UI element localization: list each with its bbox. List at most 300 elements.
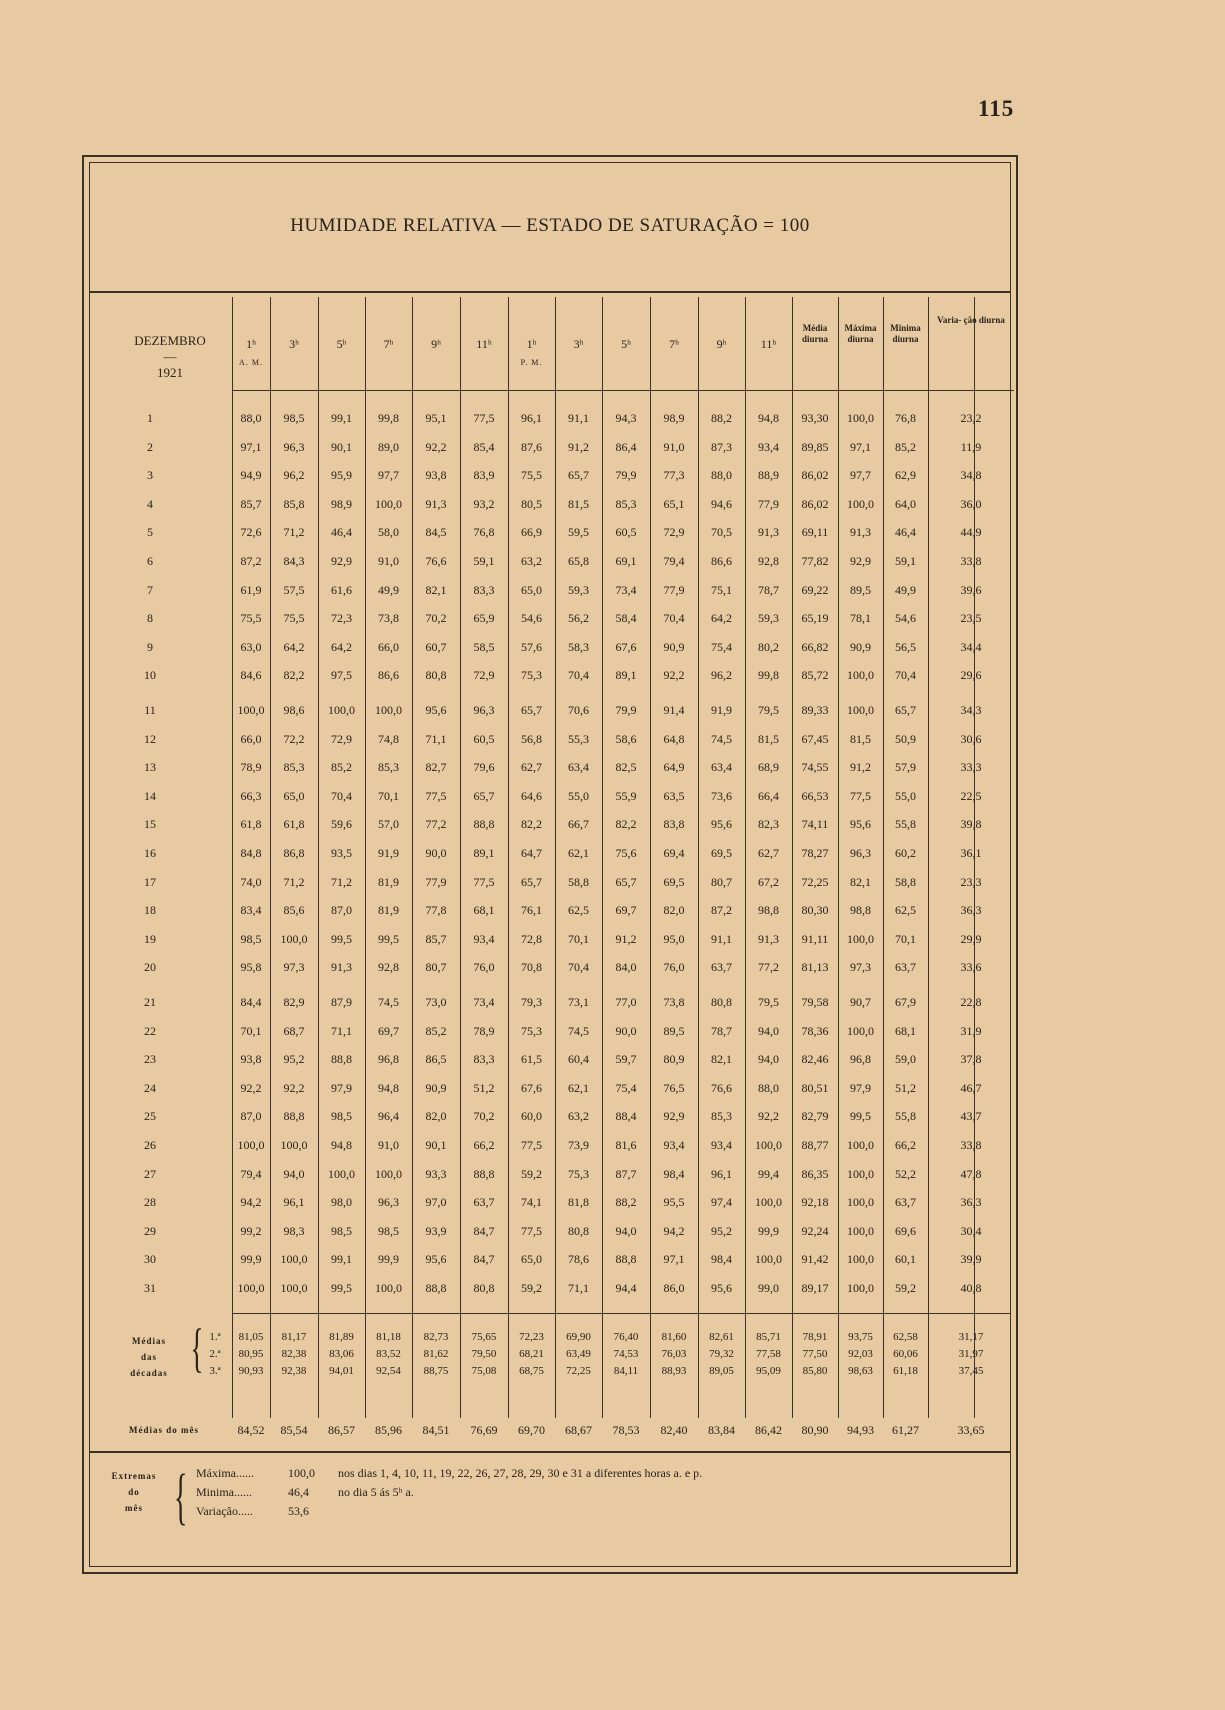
table-cell: 93,4 [758,439,779,454]
table-cell: 86,35 [801,1166,829,1181]
decade-cell: 81,05 [238,1331,264,1343]
decade-cell: 85,71 [756,1331,781,1343]
table-cell: 85,6 [283,903,305,918]
table-cell: 70,5 [711,525,732,540]
table-cell: 100,0 [847,668,874,683]
table-cell: 82,1 [850,874,871,889]
table-cell: 92,9 [663,1109,685,1124]
decade-cell: 90,93 [238,1365,264,1377]
day-number: 10 [144,668,156,683]
table-cell: 39,6 [960,582,982,597]
table-cell: 95,2 [283,1052,305,1067]
table-cell: 66,3 [240,788,262,803]
table-cell: 84,8 [240,846,262,860]
table-cell: 99,2 [240,1223,262,1238]
table-cell: 88,9 [758,468,779,483]
table-cell: 84,5 [425,525,447,540]
header-media-diurna: Média diurna [801,323,828,344]
table-cell: 100,0 [280,1138,308,1152]
table-cell: 77,9 [663,582,685,597]
table-cell: 74,0 [240,874,262,889]
decade-cell: 84,11 [613,1365,639,1377]
table-row [90,870,1010,896]
table-cell: 95,2 [711,1223,732,1238]
table-cell: 100,0 [237,1281,265,1295]
table-cell: 98,4 [711,1252,732,1267]
table-cell: 80,5 [521,496,542,511]
decade-cell: 85,80 [802,1365,828,1377]
table-cell: 80,2 [758,639,779,654]
table-cell: 63,7 [473,1195,495,1210]
table-cell: 75,6 [615,846,637,860]
table-cell: 93,5 [331,846,352,860]
day-number: 16 [144,846,156,860]
table-cell: 65,7 [615,874,637,889]
table-cell: 82,2 [615,817,637,832]
decade-ordinal: 2.ª [209,1348,221,1360]
table-cell: 77,5 [850,788,871,803]
table-cell: 77,5 [521,1223,542,1238]
table-cell: 74,11 [801,817,829,832]
table-cell: 98,0 [331,1195,352,1210]
month-mean-cell: 78,53 [612,1423,640,1437]
table-cell: 73,4 [473,995,495,1009]
decade-cell: 82,61 [709,1331,734,1343]
extremes-label [104,1468,164,1516]
table-cell: 83,9 [473,468,495,483]
month-mean-cell: 61,27 [892,1423,919,1437]
table-cell: 87,3 [711,439,732,454]
table-cell: 99,9 [240,1252,262,1267]
table-cell: 67,45 [801,731,829,746]
decade-cell: 81,62 [423,1348,449,1360]
table-cell: 91,0 [663,439,685,454]
table-cell: 70,4 [663,611,685,626]
table-cell: 77,5 [473,411,495,425]
table-cell: 97,1 [850,439,871,454]
table-cell: 93,4 [473,931,495,946]
table-cell: 57,6 [521,639,542,654]
table-cell: 65,7 [895,703,916,717]
table-cell: 76,0 [663,960,685,975]
day-number: 28 [144,1195,156,1210]
day-number: 30 [144,1252,156,1267]
table-cell: 64,2 [711,611,732,626]
table-cell: 36,1 [960,846,982,860]
table-cell: 59,3 [758,611,779,626]
table-cell: 70,1 [378,788,399,803]
extremes-label-line: do [128,1487,140,1497]
table-cell: 66,7 [568,817,589,832]
extreme-var [196,1504,338,1519]
table-cell: 70,1 [895,931,916,946]
table-cell: 87,0 [331,903,352,918]
table-cell: 82,3 [758,817,779,832]
table-cell: 33,6 [960,960,982,975]
table-cell: 51,2 [895,1080,916,1095]
table-cell: 91,9 [378,846,399,860]
decade-cell: 92,03 [848,1348,873,1360]
table-cell: 93,3 [425,1166,447,1181]
table-cell: 93,9 [425,1223,447,1238]
decade-cell: 88,93 [661,1365,687,1377]
table-cell: 66,0 [240,731,262,746]
table-cell: 91,2 [568,439,589,454]
header-hour-label: 11ʰ [760,337,777,351]
table-cell: 77,0 [615,995,637,1009]
table-cell: 89,17 [801,1281,829,1295]
table-cell: 92,9 [331,554,352,568]
extremes-label-line: mês [125,1503,143,1513]
table-cell: 84,3 [283,554,305,568]
table-cell: 81,9 [378,874,399,889]
table-cell: 88,8 [473,817,495,832]
table-cell: 63,2 [521,554,542,568]
table-cell: 92,24 [801,1223,829,1238]
table-cell: 69,5 [711,846,732,860]
table-cell: 81,13 [801,960,829,975]
table-cell: 98,3 [283,1223,305,1238]
table-cell: 74,5 [711,731,732,746]
table-cell: 62,1 [568,1080,589,1095]
table-cell: 100,0 [755,1138,782,1152]
table-cell: 97,3 [850,960,871,975]
table-cell: 79,58 [801,995,829,1009]
table-cell: 70,4 [895,668,916,683]
table-cell: 40,8 [960,1281,982,1295]
day-number: 18 [144,903,156,918]
table-cell: 100,0 [847,1138,874,1152]
table-cell: 43,7 [960,1109,982,1124]
table-cell: 34,8 [960,468,982,483]
table-cell: 89,1 [473,846,495,860]
table-cell: 77,2 [425,817,447,832]
table-cell: 60,5 [473,731,495,746]
table-cell: 69,5 [663,874,685,889]
decade-cell: 81,18 [376,1331,401,1343]
table-cell: 82,2 [521,817,542,832]
table-cell: 71,2 [331,874,352,889]
table-cell: 97,7 [378,468,399,483]
day-number: 11 [144,703,156,717]
table-cell: 60,4 [568,1052,589,1067]
decade-cell: 81,60 [661,1331,687,1343]
table-cell: 88,8 [331,1052,352,1067]
table-cell: 36,3 [960,1195,982,1210]
table-cell: 64,7 [521,846,542,860]
table-cell: 63,2 [568,1109,589,1124]
table-cell: 60,2 [895,846,916,860]
decade-cell: 80,95 [238,1348,264,1360]
table-row [90,955,1010,981]
header-hour [365,337,412,352]
table-cell: 64,6 [521,788,542,803]
table-cell: 33,3 [960,760,982,775]
table-cell: 81,5 [568,496,589,511]
table-cell: 97,4 [711,1195,732,1210]
table-cell: 89,5 [663,1023,685,1038]
table-cell: 98,5 [331,1109,352,1124]
page-number: 115 [978,96,1015,121]
table-cell: 79,4 [663,554,685,568]
table-cell: 59,1 [473,554,495,568]
table-row [90,1276,1010,1302]
day-number: 7 [147,582,153,597]
decade-cell: 74,53 [613,1348,639,1360]
table-cell: 99,5 [850,1109,871,1124]
table-row [90,1190,1010,1216]
table-cell: 60,0 [521,1109,542,1124]
table-cell: 95,6 [711,817,732,832]
table-cell: 97,5 [331,668,352,683]
table-cell: 94,0 [758,1023,779,1038]
table-cell: 52,2 [895,1166,916,1181]
table-cell: 94,2 [663,1223,685,1238]
table-row [90,1247,1010,1273]
table-cell: 77,9 [758,496,779,511]
decades-brace: { [190,1318,204,1378]
decade-cell: 82,73 [423,1331,449,1343]
table-cell: 58,5 [473,639,495,654]
table-cell: 77,8 [425,903,447,918]
table-cell: 84,7 [473,1252,495,1267]
table-cell: 79,9 [615,703,637,717]
table-cell: 70,1 [240,1023,262,1038]
table-cell: 80,30 [801,903,829,918]
table-cell: 75,3 [521,1023,542,1038]
table-cell: 63,7 [895,960,916,975]
table-cell: 22,5 [960,788,982,803]
table-cell: 66,53 [801,788,829,803]
table-row [90,549,1010,575]
table-cell: 100,0 [755,1195,782,1210]
table-cell: 99,9 [758,1223,779,1238]
decade-cell: 68,21 [519,1348,544,1360]
table-cell: 86,02 [801,496,829,511]
table-cell: 79,5 [758,995,779,1009]
header-month: DEZEMBRO [134,333,206,348]
table-cell: 99,4 [758,1166,779,1181]
table-cell: 77,3 [663,468,685,483]
table-cell: 66,2 [895,1138,916,1152]
table-cell: 59,5 [568,525,589,540]
table-cell: 55,0 [568,788,589,803]
table-cell: 89,85 [801,439,829,454]
table-cell: 91,3 [850,525,871,540]
decade-cell: 92,54 [376,1365,401,1377]
table-cell: 100,0 [847,1166,874,1181]
header-hour-label: 3ʰ [573,337,584,351]
header-hour [232,337,270,367]
table-cell: 88,0 [240,411,262,425]
decade-cell: 79,32 [709,1348,734,1360]
table-cell: 94,4 [615,1281,637,1295]
decade-row [90,1360,1010,1386]
day-number: 2 [147,439,153,454]
table-cell: 92,2 [663,668,685,683]
header-hour-label: 11ʰ [476,337,492,351]
table-cell: 49,9 [895,582,916,597]
table-row [90,606,1010,632]
table-cell: 98,9 [663,411,685,425]
table-cell: 93,4 [711,1138,732,1152]
table-cell: 72,25 [801,874,829,889]
table-cell: 89,5 [850,582,871,597]
table-cell: 82,1 [711,1052,732,1067]
table-cell: 59,2 [521,1281,542,1295]
header-hour-label: 5ʰ [336,337,347,351]
extreme-var-name: Variação..... [196,1504,253,1518]
header-hour-label: 7ʰ [383,337,394,351]
table-cell: 96,1 [711,1166,732,1181]
month-mean-cell: 86,42 [755,1423,782,1437]
month-mean-cell: 84,52 [237,1423,265,1437]
table-cell: 94,8 [758,411,779,425]
table-cell: 72,6 [240,525,262,540]
table-cell: 81,5 [758,731,779,746]
table-cell: 67,6 [521,1080,542,1095]
table-cell: 64,2 [331,639,352,654]
table-cell: 72,9 [663,525,685,540]
table-cell: 88,2 [711,411,732,425]
decade-cell: 81,89 [329,1331,354,1343]
decade-cell: 31,17 [958,1331,984,1343]
table-cell: 65,9 [473,611,495,626]
table-cell: 85,3 [615,496,637,511]
table-cell: 80,8 [711,995,732,1009]
table-cell: 62,7 [758,846,779,860]
header-pm-label: P. M. [520,358,543,367]
table-cell: 93,8 [425,468,447,483]
table-cell: 62,1 [568,846,589,860]
table-cell: 96,3 [850,846,871,860]
table-cell: 99,9 [378,1252,399,1267]
day-number: 9 [147,639,153,654]
table-cell: 88,8 [473,1166,495,1181]
table-cell: 60,7 [425,639,447,654]
header-dash: — [163,349,177,364]
decade-cell: 60,06 [893,1348,918,1360]
table-cell: 97,1 [240,439,262,454]
table-cell: 85,7 [240,496,262,511]
table-row [90,578,1010,604]
table-cell: 100,0 [375,1281,402,1295]
table-cell: 70,4 [568,960,589,975]
table-cell: 59,2 [895,1281,916,1295]
table-cell: 100,0 [280,1252,308,1267]
table-cell: 78,9 [473,1023,495,1038]
table-cell: 71,2 [283,874,305,889]
table-cell: 76,0 [473,960,495,975]
table-row [90,1019,1010,1045]
table-cell: 62,9 [895,468,916,483]
table-cell: 85,72 [801,668,829,683]
table-row [90,698,1010,724]
day-number: 19 [144,931,156,946]
table-cell: 81,5 [850,731,871,746]
table-cell: 99,8 [758,668,779,683]
table-cell: 74,5 [568,1023,589,1038]
table-cell: 90,7 [850,995,871,1009]
extreme-min-name: Minima...... [196,1485,252,1499]
table-cell: 69,11 [801,525,829,540]
table-cell: 69,7 [615,903,637,918]
header-hour [698,337,745,352]
table-cell: 70,1 [568,931,589,946]
table-cell: 71,1 [425,731,447,746]
table-cell: 95,6 [425,703,447,717]
table-cell: 100,0 [847,1223,874,1238]
table-cell: 66,4 [758,788,779,803]
table-cell: 85,3 [378,760,399,775]
table-cell: 30,6 [960,731,982,746]
table-cell: 33,8 [960,1138,982,1152]
table-cell: 77,5 [473,874,495,889]
table-cell: 100,0 [847,1023,874,1038]
header-hour-label: 1ʰ [526,337,537,351]
table-cell: 82,2 [283,668,305,683]
table-cell: 85,3 [283,760,305,775]
table-row [90,1076,1010,1102]
decade-cell: 76,40 [613,1331,639,1343]
table-cell: 33,8 [960,554,982,568]
table-cell: 100,0 [237,1138,265,1152]
table-cell: 56,5 [895,639,916,654]
table-cell: 57,5 [283,582,305,597]
table-cell: 94,9 [240,468,262,483]
table-cell: 82,5 [615,760,637,775]
table-cell: 55,8 [895,1109,916,1124]
table-cell: 55,9 [615,788,637,803]
table-cell: 98,8 [758,903,779,918]
day-number: 29 [144,1223,156,1238]
table-cell: 80,8 [473,1281,495,1295]
table-cell: 91,2 [615,931,637,946]
header-year: 1921 [157,365,183,380]
table-row [90,990,1010,1016]
table-cell: 62,7 [521,760,542,775]
table-cell: 70,4 [331,788,352,803]
table-cell: 82,7 [425,760,447,775]
table-cell: 84,7 [473,1223,495,1238]
decade-cell: 94,01 [329,1365,354,1377]
table-cell: 91,9 [711,703,732,717]
table-cell: 65,8 [568,554,589,568]
month-mean-cell: 76,69 [470,1423,498,1437]
day-number: 4 [147,496,153,511]
table-cell: 73,4 [615,582,637,597]
day-number: 15 [144,817,156,832]
table-cell: 98,4 [663,1166,685,1181]
table-cell: 78,7 [758,582,779,597]
table-cell: 75,5 [240,611,262,626]
table-cell: 80,7 [425,960,447,975]
table-cell: 88,8 [425,1281,447,1295]
table-cell: 96,8 [850,1052,871,1067]
table-cell: 55,0 [895,788,916,803]
table-inner-frame [89,162,1011,1567]
table-cell: 88,8 [615,1252,637,1267]
table-cell: 73,0 [425,995,447,1009]
table-cell: 74,8 [378,731,399,746]
table-cell: 94,3 [615,411,637,425]
table-cell: 83,8 [663,817,685,832]
table-row [90,520,1010,546]
header-hour [602,337,650,352]
table-cell: 80,8 [568,1223,589,1238]
table-cell: 87,2 [240,554,262,568]
table-cell: 80,51 [801,1080,829,1095]
